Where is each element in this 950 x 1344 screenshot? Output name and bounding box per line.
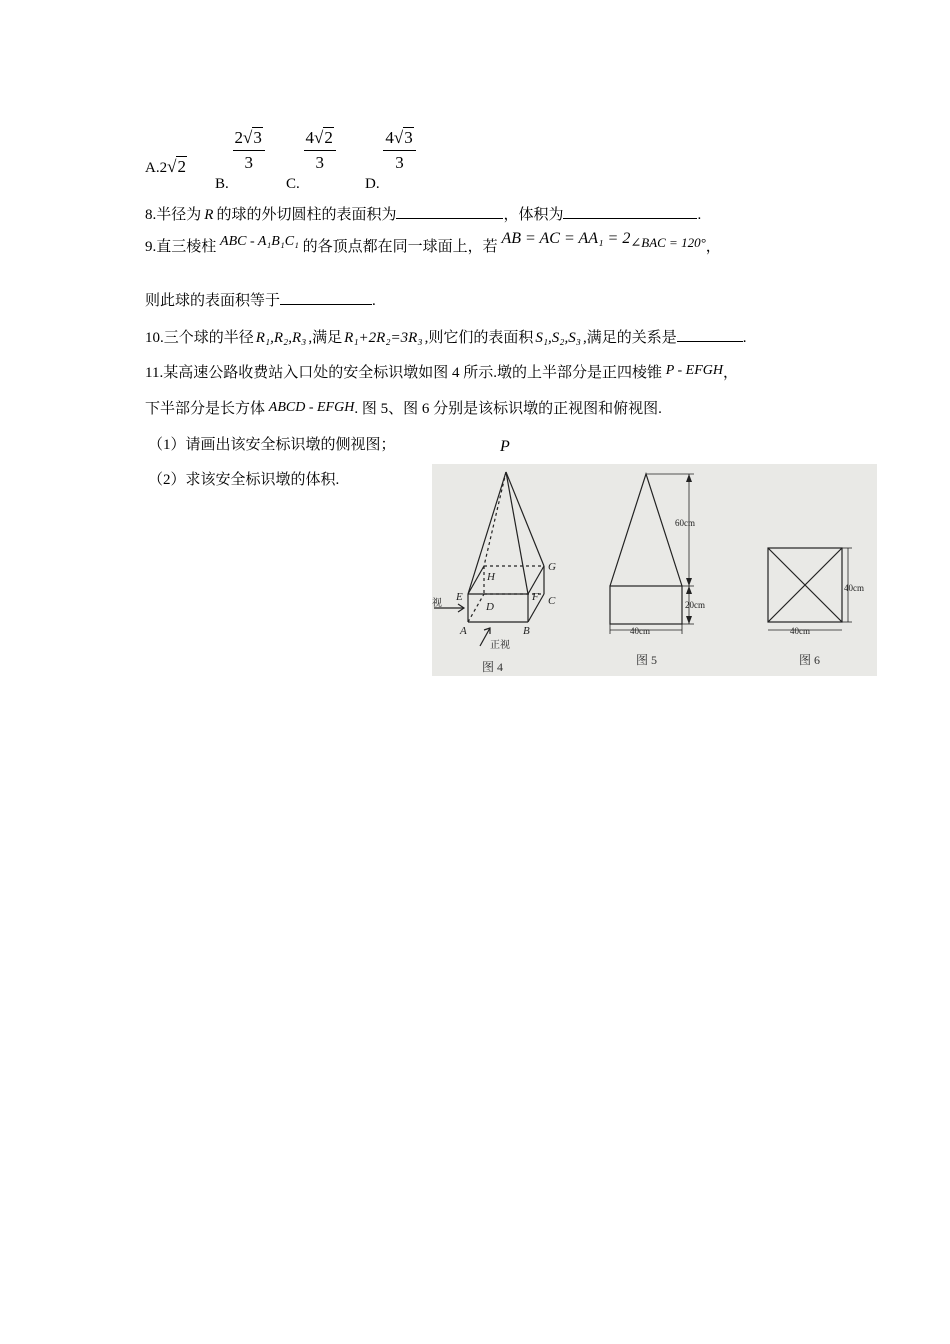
fig4-label-B: B xyxy=(523,625,530,637)
q8-radius-var: R xyxy=(204,207,214,223)
q7-option-a-label: A.2 xyxy=(145,160,168,176)
sqrt-symbol: √2 xyxy=(167,157,186,176)
q7-option-a xyxy=(145,157,187,177)
q7-option-b-fraction: $\frac{2√3}{3}$ xyxy=(233,128,265,173)
fig4-label-H: H xyxy=(487,571,495,583)
fig4-edge-PF xyxy=(506,472,528,594)
q10-radii: R₁,R₂,R₃ xyxy=(255,330,307,346)
fig4-label-E: E xyxy=(456,591,463,603)
question-11-sub-2: （2）求该安全标识墩的体积. xyxy=(148,472,340,488)
fig5-arrow-2 xyxy=(686,578,692,586)
fig4-view-label-left: 视 xyxy=(432,598,442,609)
q8-answer-blank-1[interactable] xyxy=(396,205,503,219)
q8-answer-blank-2[interactable] xyxy=(563,205,697,219)
q7-option-c xyxy=(286,128,336,192)
fig4-edge-AD xyxy=(468,594,484,622)
question-9-line-2: 则此球的表面积等于 . xyxy=(145,293,376,309)
fig5-label-40cm: 40cm xyxy=(630,626,650,636)
q10-relation: R₁+2R₂=3R₃ xyxy=(344,330,423,346)
fig4-label-A: A xyxy=(460,625,467,637)
question-10: 10.三个球的半径 R₁,R₂,R₃ ,满足 R₁+2R₂=3R₃ ,则它们的表面积 S₁,S₂,S₃ ,满足的关系是 . xyxy=(145,330,747,346)
q7-option-b xyxy=(215,128,265,192)
fig5-label-20cm: 20cm xyxy=(685,600,705,610)
figure-6 xyxy=(768,548,852,630)
q9-prism: ABC - A₁B₁C₁ xyxy=(220,234,299,249)
fig4-view-label-front: 正视 xyxy=(490,640,510,651)
q9-angle: ∠BAC = 120° xyxy=(630,235,706,250)
figure-4 xyxy=(434,472,544,646)
q7-option-c-fraction: $\frac{4√2}{3}$ xyxy=(304,128,336,173)
fig4-edge-PG xyxy=(506,472,544,566)
fig4-label-F: F xyxy=(532,591,539,603)
q7-option-b-label: B. xyxy=(215,175,229,192)
fig4-edge-FG xyxy=(528,566,544,594)
question-11-sub-1: （1）请画出该安全标识墩的侧视图； xyxy=(148,437,396,453)
q11-pyramid: P - EFGH xyxy=(665,363,723,378)
figure-apex-label: P xyxy=(500,438,510,455)
question-11: 11.某高速公路收费站入口处的安全标识墩如图 4 所示.墩的上半部分是正四棱锥 P - EFGH， xyxy=(145,363,739,381)
fig5-arrow-4 xyxy=(686,616,692,624)
q9-answer-blank[interactable] xyxy=(280,291,372,305)
fig5-triangle xyxy=(610,474,682,586)
figure-5 xyxy=(610,474,694,634)
q7-option-c-label: C. xyxy=(286,175,300,192)
question-8: 8.半径为 R 的球的外切圆柱的表面积为 ，体积为 . xyxy=(145,207,702,223)
q9-condition: AB = AC = AA₁ = 2 xyxy=(501,230,631,247)
fig4-label-G: G xyxy=(548,561,556,573)
q7-option-d-label: D. xyxy=(365,175,380,192)
fig5-label-60cm: 60cm xyxy=(675,518,695,528)
q11-cuboid: ABCD - EFGH xyxy=(268,400,355,415)
fig5-arrow-1 xyxy=(686,474,692,482)
q7-option-d-fraction: $\frac{4√3}{3}$ xyxy=(383,128,415,173)
fig6-label-side: 40cm xyxy=(844,583,864,593)
fig6-caption: 图 6 xyxy=(799,653,821,667)
fig4-label-C: C xyxy=(548,595,556,607)
fig4-label-D: D xyxy=(486,601,494,613)
question-11-line-2: 下半部分是长方体 ABCD - EFGH. 图 5、图 6 分别是该标识墩的正视图和俯视图. xyxy=(145,400,662,417)
fig4-caption: 图 4 xyxy=(482,660,504,674)
q10-answer-blank[interactable] xyxy=(677,328,743,342)
fig5-rectangle xyxy=(610,586,682,624)
fig6-label-width: 40cm xyxy=(790,626,810,636)
fig5-arrow-3 xyxy=(686,586,692,594)
q10-areas: S₁,S₂,S₃ xyxy=(535,330,581,346)
question-9: 9.直三棱柱 ABC - A₁B₁C₁ 的各顶点都在同一球面上，若 AB = AC = AA₁ = 2∠BAC = 120°， xyxy=(145,230,721,255)
fig4-view-arrow-front xyxy=(480,628,490,646)
q7-option-d xyxy=(365,128,416,192)
figures-panel xyxy=(432,464,877,676)
fig4-edge-PH xyxy=(484,472,506,566)
fig5-caption: 图 5 xyxy=(636,653,658,667)
figures-svg xyxy=(432,464,877,676)
